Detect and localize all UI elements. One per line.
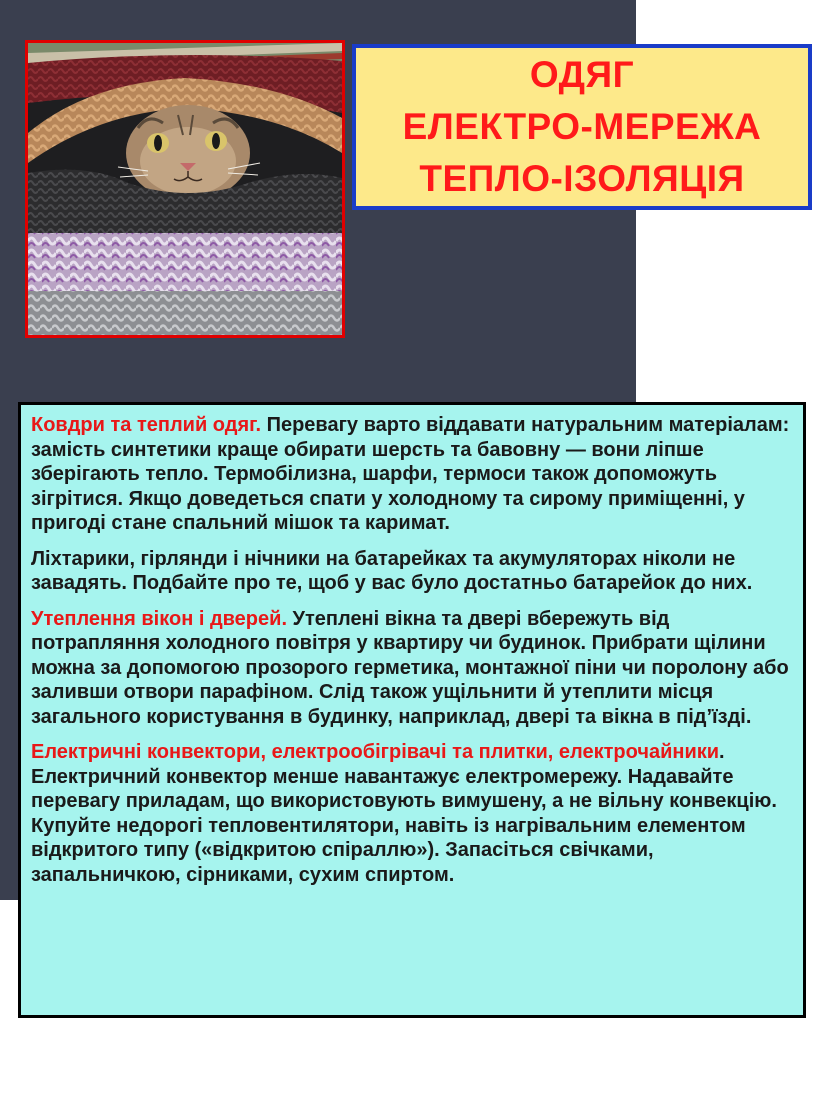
paragraph-body: Перевагу варто віддавати натуральним матеріалам: замість синтетики краще обирати шерсть та бавовну — вони ліпше зберігають тепло. Термобілизна, шарфи, термоси також допоможуть зігрітися. Якщо доведеться спати у холодному та сирому приміщенні, у пригоді стане спальний мішок та каримат. [31,414,790,534]
cat-in-sweaters-photo [25,40,345,338]
paragraph-heading: Електричні конвектори, електрообігрівачі та плитки, електрочайники [31,741,720,763]
title-box [352,44,812,210]
cat-photo-illustration [28,43,342,335]
paragraph-body: Ліхтарики, гірлянди і нічники на батарейках та акумуляторах ніколи не завадять. Подбайте про те, щоб у вас було достатньо батарейок до них. [31,547,753,594]
paragraph-blankets [31,413,793,536]
paragraph-body: Утеплені вікна та двері вбережуть від потрапляння холодного повітря у квартиру чи будинок. Прибрати щілини можна за допомогою прозорого герметика, монтажної піни чи поролону або заливши отвори парафіном. Слід також ущільнити й утеплити місця загального користування в будинку, наприклад, двері та вікна в під’їзді. [31,607,789,728]
title-line-clothing: ОДЯГ [529,54,635,95]
title-line-power-grid: ЕЛЕКТРО-МЕРЕЖА [402,106,762,147]
paragraph-body: . Електричний конвектор менше навантажує електромережу. Надавайте перевагу приладам, що використовують вимушену, а не вільну конвекцію. Купуйте недорогі тепловентилятори, навіть із нагрівальним елементом відкритого типу («відкритою спіраллю»). Запасіться свічками, запальничкою, сірниками, сухим спиртом. [31,741,777,886]
paragraph-heading: Ковдри та теплий одяг. [31,414,262,436]
paragraph-electric-heaters [31,740,793,887]
paragraph-heading: Утеплення вікон і дверей. [31,607,287,630]
paragraph-windows-doors [31,607,793,730]
advice-text-box [18,402,806,1018]
paragraph-flashlights [31,547,793,596]
title-line-insulation: ТЕПЛО-ІЗОЛЯЦІЯ [419,158,745,199]
